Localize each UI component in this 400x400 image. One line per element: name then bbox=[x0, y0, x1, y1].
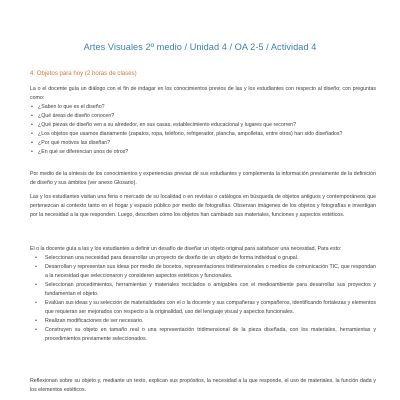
section-title: 4. Objetos para hoy (2 horas de clases) bbox=[30, 70, 137, 77]
research-paragraph: Las y los estudiantes visitan una feria o mercado de su localidad o en revistas o catálogos en búsqueda de objetos antiguos y contemporáneos que pertenezcan al contexto tanto en el hogar y espacio público por medio de fotografías. Observan imágenes de los objetos y fotografías e investigan por la necesidad a la que responden. Luego, describen cómo los objetos han cambiado sus materiales, funciones y aspectos estéticos. bbox=[30, 194, 376, 218]
question-list bbox=[30, 103, 376, 157]
reflection-paragraph: Reflexionan sobre su objeto y, mediante un texto, explican sus propósitos, la necesidad a la que responde, el uso de materiales, la función dada y los elementos estéticos. bbox=[30, 378, 376, 393]
step-list bbox=[30, 254, 376, 344]
bullet-icon: • bbox=[31, 149, 33, 155]
list-item: • Seleccionan procedimientos, herramientas y materiales reciclados o amigables con el medioambiente para desarrollar sus proyectos y fundamentan el objeto. bbox=[35, 282, 376, 297]
list-item: • ¿Saben lo que es el diseño? bbox=[31, 104, 105, 110]
intro-paragraph: La o el docente guía un diálogo con el fin de indagar en los conocimientos previos de las y los estudiantes con respecto al diseño; con preguntas como: bbox=[30, 86, 376, 101]
list-item: • ¿Por qué motivos las diseñan? bbox=[31, 140, 111, 146]
bullet-icon: • bbox=[35, 255, 37, 261]
bullet-icon: • bbox=[31, 122, 33, 128]
challenge-block bbox=[30, 245, 376, 344]
bullet-icon: • bbox=[31, 140, 33, 146]
list-item: • Desarrollan y representan sus ideas por medio de bocetos, representaciones tridimensionales o medios de comunicación TIC, que respondan a la necesidad que seleccionaron y consideren aspectos estéticos y funcionales. bbox=[35, 264, 376, 279]
bullet-icon: • bbox=[35, 300, 37, 306]
bullet-icon: • bbox=[35, 282, 37, 288]
bullet-icon: • bbox=[31, 104, 33, 110]
list-item: • Seleccionan una necesidad para desarrollar un proyecto de diseño de un objeto de forma individual o grupal. bbox=[35, 255, 299, 261]
challenge-paragraph: El o la docente guía a las y los estudiantes a definir un desafío de diseñar un objeto original para satisfacer una necesidad. Para esto: bbox=[30, 246, 342, 252]
bullet-icon: • bbox=[35, 318, 37, 324]
list-item: • Evalúan sus ideas y su selección de materialidades con el o la docente y sus compañeras y compañeros, identificando fortalezas y elementos que requieran ser mejorados con respecto a la originalidad, uso del lenguaje visual y aspectos funcionales. bbox=[35, 300, 376, 315]
list-item: • Realizan modificaciones de ser necesario. bbox=[35, 318, 144, 324]
list-item: • ¿Los objetos que usamos diariamente (zapatos, ropa, teléfono, refrigerador, plancha, ampolletas, entre otros) han sido diseñados? bbox=[31, 131, 343, 137]
list-item: • ¿Qué áreas de diseño conocen? bbox=[31, 113, 115, 119]
bullet-icon: • bbox=[31, 131, 33, 137]
list-item: • ¿Qué piezas de diseño ven a su alrededor, en sus casas, establecimiento educacional y lugares que recorren? bbox=[31, 122, 296, 128]
list-item: • Construyen su objeto en tamaño real o una representación tridimensional de la pieza diseñada, con los materiales, herramientas y procedimientos previamente seleccionados. bbox=[35, 327, 376, 342]
bullet-icon: • bbox=[35, 327, 37, 333]
list-item: • ¿En qué se diferencian unos de otros? bbox=[31, 149, 129, 155]
bullet-icon: • bbox=[31, 113, 33, 119]
page-title: Artes Visuales 2º medio / Unidad 4 / OA 2-5 / Actividad 4 bbox=[83, 42, 317, 52]
synthesis-paragraph: Por medio de la síntesis de los conocimientos y experiencias previas de sus estudiantes y complementa la información previamente de la definición de diseño y sus ámbitos (ver anexo Glosario). bbox=[30, 171, 376, 186]
bullet-icon: • bbox=[35, 264, 37, 270]
intro-block bbox=[30, 85, 376, 157]
